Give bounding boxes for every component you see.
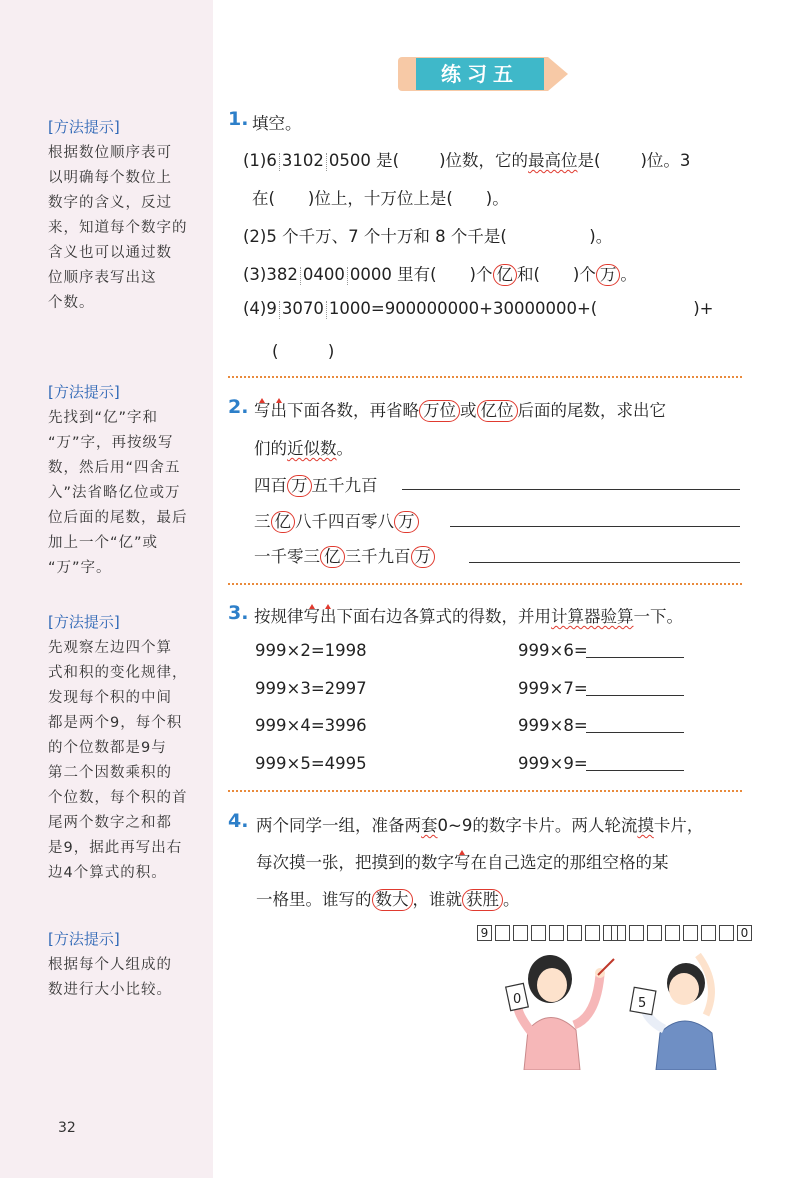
- card-slot[interactable]: [549, 925, 564, 941]
- q2-text: 或: [460, 401, 477, 420]
- question-4-line-2: [256, 849, 669, 873]
- card-slot[interactable]: [611, 925, 626, 941]
- circled-unit: 万: [394, 511, 419, 533]
- q2-item-2: [254, 508, 419, 533]
- q3-text: 一下。: [633, 607, 683, 626]
- card-slot[interactable]: [683, 925, 698, 941]
- question-1-title: 填空。: [252, 114, 302, 133]
- banner-title: 练习五: [416, 58, 544, 90]
- circled-unit: 亿: [320, 546, 345, 568]
- tip-line: 来，知道每个数字的: [48, 220, 188, 236]
- tip-line: 先观察左边四个算: [48, 640, 172, 656]
- q2-item-text: 四百: [254, 476, 287, 495]
- q3-text: 写: [303, 607, 320, 626]
- q2-text: 后面的尾数，求出它: [517, 401, 666, 420]
- answer-line[interactable]: [586, 770, 684, 771]
- q3-text: 下面右边各算式的得数，并用: [336, 607, 551, 626]
- question-1-number: 1.: [228, 108, 249, 130]
- method-tip-2: [48, 382, 208, 581]
- q1-line-5: [243, 299, 714, 319]
- question-4-number: 4.: [228, 810, 249, 832]
- tip-line: 根据每个人组成的: [48, 957, 172, 973]
- tip-line: “万”字。: [48, 560, 112, 576]
- girl-card-digit: 0: [513, 992, 522, 1007]
- q1-text: 0400: [302, 265, 345, 284]
- q1-line-3: (2)5 个千万、7 个十万和 8 个千是( )。: [243, 227, 613, 246]
- tip-line: 个位数，每个积的首: [48, 790, 188, 806]
- tip-title: [方法提示]: [48, 383, 120, 401]
- tip-title: [方法提示]: [48, 118, 120, 136]
- circled-yiwei: 亿位: [477, 400, 518, 422]
- students-illustration: [498, 945, 738, 1070]
- tip-line: 根据数位顺序表可: [48, 145, 172, 161]
- left-card-slots: [477, 925, 618, 941]
- card-slot[interactable]: [513, 925, 528, 941]
- circled-unit: 万: [287, 475, 312, 497]
- q2-item-text: 八千四百零八: [295, 512, 394, 531]
- card-slot[interactable]: [701, 925, 716, 941]
- card-slot[interactable]: [585, 925, 600, 941]
- tip-body: [48, 141, 208, 316]
- q1-line-4: [243, 261, 637, 286]
- answer-line[interactable]: [469, 562, 740, 563]
- q1-text: 和( )个: [517, 265, 596, 284]
- sidebar: [0, 0, 213, 1178]
- digit-separator: [347, 267, 348, 285]
- digit-separator: [279, 301, 280, 319]
- tip-line: 加上一个“亿”或: [48, 535, 159, 551]
- section-divider: [228, 790, 742, 792]
- tip-line: 式和积的变化规律，: [48, 665, 188, 681]
- tip-line: 发现每个积的中间: [48, 690, 172, 706]
- tip-line: 入”法省略亿位或万: [48, 485, 181, 501]
- q1-line-1: [243, 147, 690, 171]
- q1-text: 3070: [281, 299, 324, 318]
- q4-text: 两个同学一组，准备两: [256, 816, 421, 835]
- tip-line: 数进行大小比较。: [48, 982, 172, 998]
- q1-line-6: ( ): [272, 342, 335, 361]
- q4-text: 在自己选定的那组空格的某: [470, 853, 669, 872]
- q1-text: 0500 是(: [328, 151, 400, 170]
- method-tip-3: [48, 612, 208, 886]
- q2-text: 。: [336, 439, 353, 458]
- q2-item-text: 一千零三: [254, 547, 320, 566]
- q3-text: 按规律: [254, 607, 304, 626]
- card-slot[interactable]: [647, 925, 662, 941]
- tip-line: 以明确每个数位上: [48, 170, 172, 186]
- question-3-number: 3.: [228, 602, 249, 624]
- tip-title: [方法提示]: [48, 930, 120, 948]
- tip-line: 先找到“亿”字和: [48, 410, 159, 426]
- digit-separator: [279, 153, 280, 171]
- q4-emphasis: 套: [421, 816, 438, 835]
- card-slot[interactable]: [495, 925, 510, 941]
- tip-body: [48, 953, 208, 1003]
- q4-emphasis: 摸: [637, 816, 654, 835]
- q1-text: )位数，它的: [439, 151, 528, 170]
- q2-item-text: 三: [254, 512, 271, 531]
- tip-title: [方法提示]: [48, 613, 120, 631]
- tip-line: 第二个因数乘积的: [48, 765, 172, 781]
- equation-left: 999×3=2997: [255, 679, 367, 698]
- equation-right: 999×6=: [518, 641, 588, 660]
- equation-left: 999×2=1998: [255, 641, 367, 660]
- q1-line-2: 在( )位上，十万位上是( )。: [252, 189, 509, 208]
- q4-text: 。: [503, 890, 520, 909]
- q1-text: (1)6: [243, 151, 277, 170]
- question-2-line-1: [254, 397, 666, 422]
- q3-text: 出: [320, 607, 337, 626]
- tip-line: 数字的含义，反过: [48, 195, 172, 211]
- question-3-title: [254, 603, 683, 627]
- card-slot[interactable]: 0: [737, 925, 752, 941]
- answer-line[interactable]: [402, 489, 740, 490]
- q1-text: )+: [693, 299, 714, 318]
- equation-left: 999×4=3996: [255, 716, 367, 735]
- tip-line: 边4个算式的积。: [48, 865, 167, 881]
- q2-item-text: 三千九百: [344, 547, 411, 566]
- circled-wan: 万: [596, 264, 621, 286]
- circled-huosheng: 获胜: [462, 889, 503, 911]
- exercise-banner: [398, 57, 568, 91]
- card-slot[interactable]: 9: [477, 925, 492, 941]
- q2-item-text: 五千九百: [311, 476, 378, 495]
- q2-text: 写: [254, 401, 271, 420]
- q1-text: )位。3: [640, 151, 691, 170]
- method-tip-1: [48, 117, 208, 316]
- tip-line: 位顺序表写出这: [48, 270, 157, 286]
- q2-text: 出: [270, 401, 287, 420]
- digit-separator: [326, 153, 327, 171]
- section-divider: [228, 583, 742, 585]
- q1-emphasis: 最高位: [528, 151, 578, 170]
- equation-right: 999×8=: [518, 716, 588, 735]
- tip-line: 的个位数都是9与: [48, 740, 167, 756]
- q1-text: 是(: [577, 151, 601, 170]
- tip-line: 尾两个数字之和都: [48, 815, 172, 831]
- q2-text: 们的: [254, 439, 287, 458]
- q4-text: 卡片，: [653, 816, 704, 835]
- question-4-line-3: [256, 886, 520, 911]
- q1-text: 1000=900000000+30000000+(: [328, 299, 598, 318]
- tip-line: “万”字，再按级写: [48, 435, 174, 451]
- card-slot[interactable]: [665, 925, 680, 941]
- q4-text: ，谁就: [412, 890, 462, 909]
- girl-figure: [506, 955, 614, 1070]
- tip-body: [48, 636, 208, 886]
- tip-line: 数，然后用“四舍五: [48, 460, 181, 476]
- q2-item-1: [254, 472, 378, 497]
- q4-text: 写: [454, 853, 471, 872]
- q2-text: 下面各数，再省略: [287, 401, 419, 420]
- circled-shuda: 数大: [372, 889, 413, 911]
- q4-text: 0~9的数字卡片。两人轮流: [437, 816, 638, 835]
- digit-separator: [326, 301, 327, 319]
- q2-emphasis: 近似数: [287, 439, 337, 458]
- circled-unit: 亿: [271, 511, 296, 533]
- circled-yi: 亿: [493, 264, 518, 286]
- q1-text: (3)382: [243, 265, 298, 284]
- tip-line: 都是两个9，每个积: [48, 715, 183, 731]
- equation-left: 999×5=4995: [255, 754, 367, 773]
- right-card-slots: [611, 925, 752, 941]
- boy-card-digit: 5: [638, 996, 647, 1011]
- tip-body: [48, 406, 208, 581]
- tip-line: 含义也可以通过数: [48, 245, 172, 261]
- answer-line[interactable]: [586, 695, 684, 696]
- card-slot[interactable]: [531, 925, 546, 941]
- card-slot[interactable]: [629, 925, 644, 941]
- section-divider: [228, 376, 742, 378]
- method-tip-4: [48, 929, 208, 1003]
- tip-line: 个数。: [48, 295, 95, 311]
- q1-text: 3102: [281, 151, 324, 170]
- digit-separator: [300, 267, 301, 285]
- question-2-number: 2.: [228, 396, 249, 418]
- tip-line: 位后面的尾数，最后: [48, 510, 188, 526]
- equation-right: 999×9=: [518, 754, 588, 773]
- circled-wanwei: 万位: [419, 400, 460, 422]
- q4-text: 一格里。谁写的: [256, 890, 372, 909]
- q2-item-3: [254, 543, 435, 568]
- answer-line[interactable]: [586, 732, 684, 733]
- answer-line[interactable]: [586, 657, 684, 658]
- q1-text: 。: [620, 265, 637, 284]
- equation-right: 999×7=: [518, 679, 588, 698]
- card-slot[interactable]: [719, 925, 734, 941]
- q3-emphasis: 计算器验算: [551, 607, 634, 626]
- tip-line: 是9，据此再写出右: [48, 840, 183, 856]
- boy-figure: [630, 955, 716, 1070]
- q1-text: 0000 里有( )个: [349, 265, 493, 284]
- q1-text: (4)9: [243, 299, 277, 318]
- page-number: 32: [58, 1120, 76, 1136]
- question-2-line-2: [254, 435, 353, 459]
- circled-unit: 万: [411, 546, 436, 568]
- answer-line[interactable]: [450, 526, 740, 527]
- question-4-line-1: [256, 812, 703, 836]
- card-slot[interactable]: [567, 925, 582, 941]
- q4-text: 每次摸一张，把摸到的数字: [256, 853, 454, 872]
